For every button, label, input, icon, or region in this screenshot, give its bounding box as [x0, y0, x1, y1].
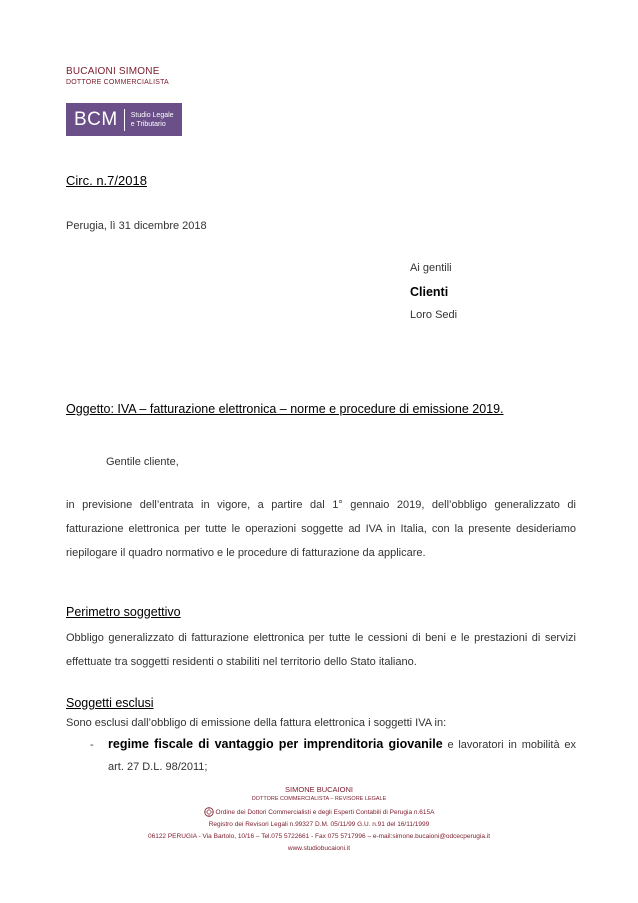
recipient-line3: Loro Sedi: [410, 309, 458, 321]
footer-role: DOTTORE COMMERCIALISTA – REVISORE LEGALE: [251, 796, 387, 802]
section-perimetro-text: Obbligo generalizzato di fatturazione elettronica per tutte le cessioni di beni e le prestazioni di servizi effettuate tra soggetti residenti o stabiliti nel territorio dello Stato italiano.: [66, 632, 576, 668]
footer-order-line: [0, 807, 638, 817]
section-perimetro-title: Perimetro soggettivo: [66, 605, 181, 619]
bullet-item: [108, 733, 576, 778]
logo-text-line1: Studio Legale: [130, 111, 174, 119]
bullet-dash: -: [90, 739, 94, 751]
footer-address: 06122 PERUGIA - Via Bartolo, 10/16 – Tel.075 5722661 - Fax 075 5717996 – e-mail:simone.bucaioni@odcecperugia.it: [147, 833, 491, 840]
firm-logo: [66, 103, 182, 136]
logo-mark: BCM: [74, 108, 118, 130]
logo-text-line2: e Tributario: [130, 120, 166, 128]
intro-paragraph: in previsione dell’entrata in vigore, a partire dal 1° gennaio 2019, dell’obbligo generalizzato di fatturazione elettronica per tutte le operazioni soggette ad IVA in Italia, con la presente desideriamo riepilogare il quadro normativo e le procedure di fatturazione da applicare.: [66, 499, 576, 559]
footer-website[interactable]: www.studiobucaioni.it: [287, 845, 351, 852]
seal-icon: [204, 807, 214, 817]
greeting: Gentile cliente,: [106, 456, 179, 468]
footer-registry: Registro dei Revisori Legali n.99327 D.M. 05/11/99 G.U. n.91 del 16/11/1999: [208, 821, 430, 828]
logo-text: [131, 111, 174, 129]
logo-divider: [124, 109, 125, 131]
letterhead-name: BUCAIONI SIMONE: [66, 66, 160, 77]
circular-number: Circ. n.7/2018: [66, 173, 147, 188]
footer-name: SIMONE BUCAIONI: [285, 785, 353, 794]
bullet-rest-text: e lavoratori in mobilità ex art. 27 D.L. 98/2011;: [108, 739, 576, 773]
recipient-line2: Clienti: [410, 285, 449, 299]
footer-order: Ordine dei Dottori Commercialisti e degli Esperti Contabili di Perugia n.615A: [215, 808, 435, 816]
recipient-line1: Ai gentili: [410, 262, 452, 274]
section-esclusi-text: Sono esclusi dall’obbligo di emissione della fattura elettronica i soggetti IVA in:: [66, 717, 447, 729]
section-esclusi-title: Soggetti esclusi: [66, 696, 154, 710]
date-line: Perugia, lì 31 dicembre 2018: [66, 220, 207, 232]
bullet-bold-text: regime fiscale di vantaggio per imprenditoria giovanile: [108, 737, 443, 751]
subject-heading: Oggetto: IVA – fatturazione elettronica – norme e procedure di emissione 2019.: [66, 402, 504, 416]
letterhead-subtitle: DOTTORE COMMERCIALISTA: [66, 79, 169, 86]
